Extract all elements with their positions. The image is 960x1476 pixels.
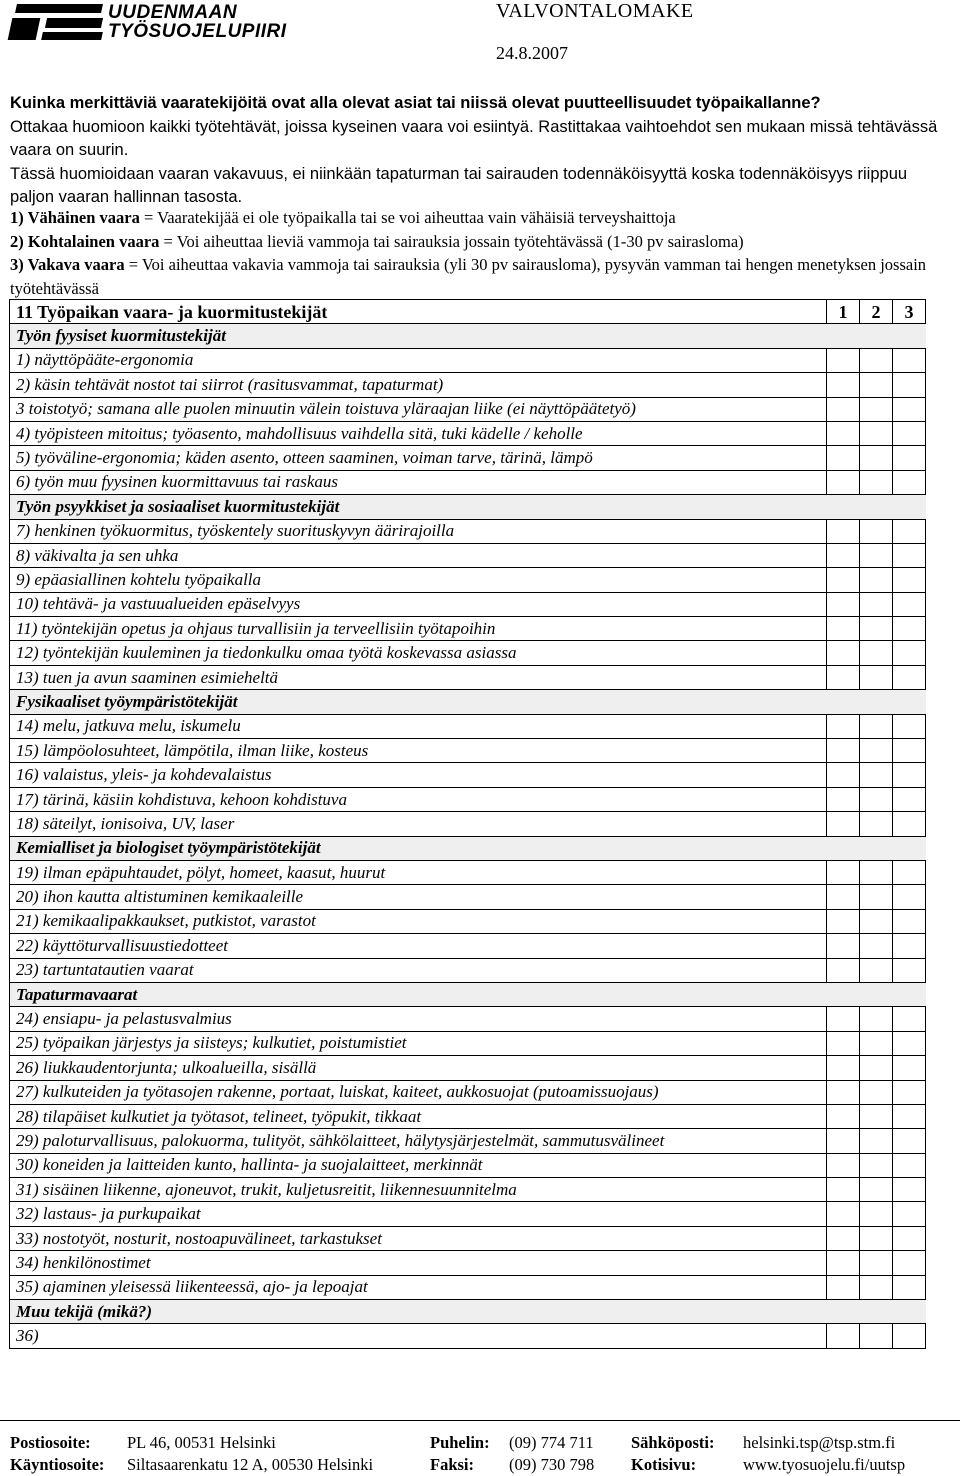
form-title: VALVONTALOMAKE [496, 0, 694, 22]
section-title: Työn psyykkiset ja sosiaaliset kuormitustekijät [10, 495, 926, 519]
severity-checkbox-1[interactable] [827, 373, 860, 397]
instructions [10, 92, 950, 210]
website: www.tyosuojelu.fi/uutsp [743, 1455, 906, 1474]
severity-checkbox-2[interactable] [860, 1104, 893, 1128]
severity-checkbox-3[interactable] [893, 763, 926, 787]
severity-checkbox-2[interactable] [860, 1275, 893, 1299]
section-header-row [10, 690, 926, 714]
severity-level-1: 1) Vähäinen vaara = Vaaratekijää ei ole työpaikalla tai se voi aiheuttaa vain vähäisiä terveyshaittoja [10, 208, 676, 227]
table-row [10, 1007, 926, 1031]
severity-checkbox-3[interactable] [893, 1080, 926, 1104]
severity-checkbox-2[interactable] [860, 470, 893, 494]
severity-checkbox-1[interactable] [827, 1275, 860, 1299]
severity-checkbox-2[interactable] [860, 1178, 893, 1202]
table-row [10, 665, 926, 689]
hazard-label: 31) sisäinen liikenne, ajoneuvot, trukit, kuljetusreitit, liikennesuunnitelma [10, 1178, 827, 1202]
hazard-label: 33) nostotyöt, nosturit, nostoapuvälineet, tarkastukset [10, 1226, 827, 1250]
severity-checkbox-1[interactable] [827, 543, 860, 567]
severity-checkbox-3[interactable] [893, 665, 926, 689]
table-row [10, 787, 926, 811]
severity-checkbox-1[interactable] [827, 812, 860, 836]
footer-address-labels [10, 1432, 104, 1476]
severity-checkbox-2[interactable] [860, 348, 893, 372]
footer-divider [0, 1420, 960, 1421]
severity-checkbox-2[interactable] [860, 641, 893, 665]
table-row [10, 446, 926, 470]
severity-checkbox-2[interactable] [860, 1080, 893, 1104]
hazard-label: 35) ajaminen yleisessä liikenteessä, ajo- ja lepoajat [10, 1275, 827, 1299]
section-title: Muu tekijä (mikä?) [10, 1300, 926, 1324]
table-row [10, 909, 926, 933]
table-row [10, 1178, 926, 1202]
hazard-label: 30) koneiden ja laitteiden kunto, hallinta- ja suojalaitteet, merkinnät [10, 1153, 827, 1177]
hazard-label: 5) työväline-ergonomia; käden asento, otteen saaminen, voiman tarve, tärinä, lämpö [10, 446, 827, 470]
severity-checkbox-1[interactable] [827, 1251, 860, 1275]
visit-address: Siltasaarenkatu 12 A, 00530 Helsinki [127, 1455, 374, 1474]
severity-checkbox-1[interactable] [827, 739, 860, 763]
table-row [10, 1202, 926, 1226]
table-row [10, 421, 926, 445]
organization-logo [8, 2, 308, 42]
severity-checkbox-3[interactable] [893, 909, 926, 933]
hazard-label: 4) työpisteen mitoitus; työasento, mahdollisuus vaihdella sitä, tuki kädelle / keholle [10, 421, 827, 445]
footer-phone-labels [430, 1432, 490, 1476]
severity-checkbox-3[interactable] [893, 739, 926, 763]
severity-checkbox-2[interactable] [860, 373, 893, 397]
table-row [10, 1129, 926, 1153]
severity-checkbox-2[interactable] [860, 1007, 893, 1031]
table-row [10, 714, 926, 738]
instruction-severity: Tässä huomioidaan vaaran vakavuus, ei niinkään tapaturman tai sairauden todennäköisyyttä koska todennäköisyys riippuu paljon vaaran hallinnan tasosta. [10, 164, 908, 206]
severity-checkbox-1[interactable] [827, 1178, 860, 1202]
severity-checkbox-2[interactable] [860, 446, 893, 470]
table-row [10, 1153, 926, 1177]
severity-checkbox-3[interactable] [893, 373, 926, 397]
severity-checkbox-1[interactable] [827, 519, 860, 543]
severity-checkbox-3[interactable] [893, 641, 926, 665]
section-title: Kemialliset ja biologiset työympäristötekijät [10, 836, 926, 860]
severity-level-2: 2) Kohtalainen vaara = Voi aiheuttaa lieviä vammoja tai sairauksia jossain työtehtävässä (1-30 pv sairasloma) [10, 231, 744, 251]
severity-checkbox-2[interactable] [860, 543, 893, 567]
hazard-label: 18) säteilyt, ionisoiva, UV, laser [10, 812, 827, 836]
table-row [10, 617, 926, 641]
severity-checkbox-3[interactable] [893, 812, 926, 836]
form-date: 24.8.2007 [496, 43, 568, 63]
severity-checkbox-3[interactable] [893, 470, 926, 494]
section-title: Fysikaaliset työympäristötekijät [10, 690, 926, 714]
severity-checkbox-2[interactable] [860, 568, 893, 592]
postal-label: Postiosoite: [10, 1433, 91, 1452]
severity-checkbox-3[interactable] [893, 1007, 926, 1031]
column-header-2: 2 [860, 300, 893, 324]
severity-checkbox-3[interactable] [893, 1202, 926, 1226]
hazard-label: 12) työntekijän kuuleminen ja tiedonkulku omaa työtä koskevassa asiassa [10, 641, 827, 665]
section-header-row [10, 982, 926, 1006]
hazard-label: 1) näyttöpääte-ergonomia [10, 348, 827, 372]
phone-number: (09) 774 711 [509, 1433, 594, 1452]
logo-text-line1: UUDENMAAN [108, 2, 238, 23]
severity-checkbox-1[interactable] [827, 934, 860, 958]
severity-checkbox-1[interactable] [827, 860, 860, 884]
severity-checkbox-1[interactable] [827, 1202, 860, 1226]
severity-checkbox-3[interactable] [893, 1056, 926, 1080]
severity-checkbox-2[interactable] [860, 1153, 893, 1177]
severity-checkbox-1[interactable] [827, 787, 860, 811]
table-row [10, 373, 926, 397]
severity-checkbox-2[interactable] [860, 763, 893, 787]
severity-checkbox-1[interactable] [827, 348, 860, 372]
table-row [10, 860, 926, 884]
hazard-label: 25) työpaikan järjestys ja siisteys; kulkutiet, poistumistiet [10, 1031, 827, 1055]
table-row [10, 1251, 926, 1275]
severity-checkbox-3[interactable] [893, 397, 926, 421]
severity-checkbox-1[interactable] [827, 714, 860, 738]
severity-checkbox-3[interactable] [893, 958, 926, 982]
table-row [10, 1031, 926, 1055]
severity-checkbox-2[interactable] [860, 739, 893, 763]
hazard-label: 17) tärinä, käsiin kohdistuva, kehoon kohdistuva [10, 787, 827, 811]
hazard-label: 9) epäasiallinen kohtelu työpaikalla [10, 568, 827, 592]
severity-checkbox-1[interactable] [827, 1226, 860, 1250]
hazard-label: 6) työn muu fyysinen kuormittavuus tai raskaus [10, 470, 827, 494]
severity-checkbox-3[interactable] [893, 617, 926, 641]
hazard-label: 2) käsin tehtävät nostot tai siirrot (rasitusvammat, tapaturmat) [10, 373, 827, 397]
severity-checkbox-2[interactable] [860, 397, 893, 421]
hazard-label: 19) ilman epäpuhtaudet, pölyt, homeet, kaasut, huurut [10, 860, 827, 884]
severity-checkbox-2[interactable] [860, 421, 893, 445]
table-row [10, 543, 926, 567]
column-header-3: 3 [893, 300, 926, 324]
severity-checkbox-2[interactable] [860, 592, 893, 616]
section-header-row [10, 495, 926, 519]
severity-checkbox-1[interactable] [827, 909, 860, 933]
fax-label: Faksi: [430, 1455, 475, 1474]
severity-checkbox-1[interactable] [827, 1056, 860, 1080]
footer-address-values [127, 1432, 373, 1476]
table-row [10, 958, 926, 982]
severity-checkbox-1[interactable] [827, 1031, 860, 1055]
hazard-label: 3 toistotyö; samana alle puolen minuutin välein toistuva yläraajan liike (ei näyttöpäätetyö) [10, 397, 827, 421]
severity-checkbox-2[interactable] [860, 1251, 893, 1275]
table-row [10, 519, 926, 543]
footer-contact-labels [631, 1432, 714, 1476]
web-label: Kotisivu: [631, 1455, 697, 1474]
severity-checkbox-3[interactable] [893, 1324, 926, 1348]
severity-checkbox-2[interactable] [860, 519, 893, 543]
table-row [10, 470, 926, 494]
severity-checkbox-2[interactable] [860, 1056, 893, 1080]
severity-checkbox-3[interactable] [893, 885, 926, 909]
severity-checkbox-2[interactable] [860, 617, 893, 641]
severity-checkbox-3[interactable] [893, 1251, 926, 1275]
severity-checkbox-2[interactable] [860, 934, 893, 958]
severity-checkbox-1[interactable] [827, 665, 860, 689]
section-title: Tapaturmavaarat [10, 982, 926, 1006]
table-row [10, 397, 926, 421]
postal-address: PL 46, 00531 Helsinki [127, 1433, 276, 1452]
table-row [10, 1104, 926, 1128]
severity-checkbox-2[interactable] [860, 812, 893, 836]
severity-checkbox-2[interactable] [860, 958, 893, 982]
table-row [10, 934, 926, 958]
severity-checkbox-1[interactable] [827, 1080, 860, 1104]
email-address: helsinki.tsp@tsp.stm.fi [743, 1433, 896, 1452]
severity-checkbox-2[interactable] [860, 860, 893, 884]
table-row [10, 1226, 926, 1250]
severity-level-3: 3) Vakava vaara = Voi aiheuttaa vakavia vammoja tai sairauksia (yli 30 pv sairausloma), pysyvän vamman tai hengen menetyksen jossain työtehtävässä [10, 255, 927, 298]
table-header-row [10, 300, 926, 324]
hazard-checklist-table [9, 299, 926, 1349]
severity-checkbox-1[interactable] [827, 885, 860, 909]
severity-checkbox-3[interactable] [893, 568, 926, 592]
hazard-label: 26) liukkaudentorjunta; ulkoalueilla, sisällä [10, 1056, 827, 1080]
table-row [10, 641, 926, 665]
severity-checkbox-3[interactable] [893, 787, 926, 811]
severity-checkbox-3[interactable] [893, 1129, 926, 1153]
table-row [10, 739, 926, 763]
hazard-label: 13) tuen ja avun saaminen esimieheltä [10, 665, 827, 689]
severity-checkbox-2[interactable] [860, 1031, 893, 1055]
severity-checkbox-3[interactable] [893, 1178, 926, 1202]
severity-checkbox-2[interactable] [860, 1324, 893, 1348]
severity-checkbox-2[interactable] [860, 787, 893, 811]
hazard-label: 23) tartuntatautien vaarat [10, 958, 827, 982]
severity-checkbox-2[interactable] [860, 665, 893, 689]
section-header-row [10, 836, 926, 860]
email-label: Sähköposti: [631, 1433, 715, 1452]
severity-checkbox-3[interactable] [893, 1104, 926, 1128]
hazard-label: 10) tehtävä- ja vastuualueiden epäselvyys [10, 592, 827, 616]
fax-number: (09) 730 798 [509, 1455, 595, 1474]
instruction-question: Kuinka merkittäviä vaaratekijöitä ovat alla olevat asiat tai niissä olevat puutteellisuudet työpaikallanne? [10, 94, 821, 112]
severity-checkbox-3[interactable] [893, 1153, 926, 1177]
severity-checkbox-1[interactable] [827, 1129, 860, 1153]
hazard-label: 29) paloturvallisuus, palokuorma, tulityöt, sähkölaitteet, hälytysjärjestelmät, sammutusvälineet [10, 1129, 827, 1153]
severity-checkbox-3[interactable] [893, 519, 926, 543]
table-row [10, 592, 926, 616]
table-title: 11 Työpaikan vaara- ja kuormitustekijät [10, 300, 827, 324]
footer-phone-values [509, 1432, 594, 1476]
severity-checkbox-3[interactable] [893, 1275, 926, 1299]
severity-checkbox-3[interactable] [893, 860, 926, 884]
hazard-label: 22) käyttöturvallisuustiedotteet [10, 934, 827, 958]
section-header-row [10, 1300, 926, 1324]
table-row [10, 885, 926, 909]
severity-checkbox-2[interactable] [860, 885, 893, 909]
severity-checkbox-3[interactable] [893, 1031, 926, 1055]
hazard-label: 32) lastaus- ja purkupaikat [10, 1202, 827, 1226]
table-row [10, 1080, 926, 1104]
table-row [10, 812, 926, 836]
severity-checkbox-2[interactable] [860, 1129, 893, 1153]
hazard-label: 27) kulkuteiden ja työtasojen rakenne, portaat, luiskat, kaiteet, aukkosuojat (putoamissuojaus) [10, 1080, 827, 1104]
hazard-label: 15) lämpöolosuhteet, lämpötila, ilman liike, kosteus [10, 739, 827, 763]
hazard-label: 7) henkinen työkuormitus, työskentely suorituskyvyn äärirajoilla [10, 519, 827, 543]
hazard-label: 20) ihon kautta altistuminen kemikaaleille [10, 885, 827, 909]
hazard-label: 8) väkivalta ja sen uhka [10, 543, 827, 567]
severity-checkbox-2[interactable] [860, 1202, 893, 1226]
severity-checkbox-3[interactable] [893, 592, 926, 616]
severity-checkbox-1[interactable] [827, 1104, 860, 1128]
column-header-1: 1 [827, 300, 860, 324]
severity-checkbox-3[interactable] [893, 714, 926, 738]
hazard-label: 16) valaistus, yleis- ja kohdevalaistus [10, 763, 827, 787]
severity-checkbox-1[interactable] [827, 1153, 860, 1177]
instruction-marking: Ottakaa huomioon kaikki työtehtävät, joissa kyseinen vaara voi esiintyä. Rastittakaa vaihtoehdot sen mukaan missä tehtävässä vaara on suurin. [10, 117, 938, 159]
hazard-label: 21) kemikaalipakkaukset, putkistot, varastot [10, 909, 827, 933]
table-row [10, 1275, 926, 1299]
severity-checkbox-3[interactable] [893, 348, 926, 372]
hazard-label: 11) työntekijän opetus ja ohjaus turvallisiin ja terveellisiin työtapoihin [10, 617, 827, 641]
table-row [10, 1056, 926, 1080]
section-title: Työn fyysiset kuormitustekijät [10, 324, 926, 348]
severity-checkbox-1[interactable] [827, 421, 860, 445]
severity-checkbox-1[interactable] [827, 763, 860, 787]
severity-checkbox-3[interactable] [893, 1226, 926, 1250]
hazard-label: 14) melu, jatkuva melu, iskumelu [10, 714, 827, 738]
severity-checkbox-1[interactable] [827, 470, 860, 494]
severity-checkbox-2[interactable] [860, 1226, 893, 1250]
phone-label: Puhelin: [430, 1433, 490, 1452]
severity-checkbox-1[interactable] [827, 641, 860, 665]
severity-checkbox-3[interactable] [893, 446, 926, 470]
footer-contact-values [743, 1432, 905, 1476]
severity-checkbox-1[interactable] [827, 1007, 860, 1031]
severity-checkbox-1[interactable] [827, 568, 860, 592]
severity-checkbox-2[interactable] [860, 909, 893, 933]
severity-checkbox-1[interactable] [827, 446, 860, 470]
table-row [10, 568, 926, 592]
severity-checkbox-2[interactable] [860, 714, 893, 738]
severity-checkbox-1[interactable] [827, 958, 860, 982]
severity-checkbox-1[interactable] [827, 617, 860, 641]
severity-checkbox-3[interactable] [893, 421, 926, 445]
section-header-row [10, 324, 926, 348]
severity-checkbox-3[interactable] [893, 543, 926, 567]
hazard-label: 34) henkilönostimet [10, 1251, 827, 1275]
hazard-label: 28) tilapäiset kulkutiet ja työtasot, telineet, työpukit, tikkaat [10, 1104, 827, 1128]
table-row [10, 763, 926, 787]
severity-checkbox-1[interactable] [827, 1324, 860, 1348]
severity-checkbox-3[interactable] [893, 934, 926, 958]
visit-label: Käyntiosoite: [10, 1455, 105, 1474]
severity-checkbox-1[interactable] [827, 592, 860, 616]
table-row [10, 1324, 926, 1348]
logo-text-line2: TYÖSUOJELUPIIRI [108, 21, 287, 42]
severity-checkbox-1[interactable] [827, 397, 860, 421]
hazard-label: 36) [10, 1324, 827, 1348]
table-row [10, 348, 926, 372]
severity-levels [10, 206, 950, 300]
hazard-label: 24) ensiapu- ja pelastusvalmius [10, 1007, 827, 1031]
